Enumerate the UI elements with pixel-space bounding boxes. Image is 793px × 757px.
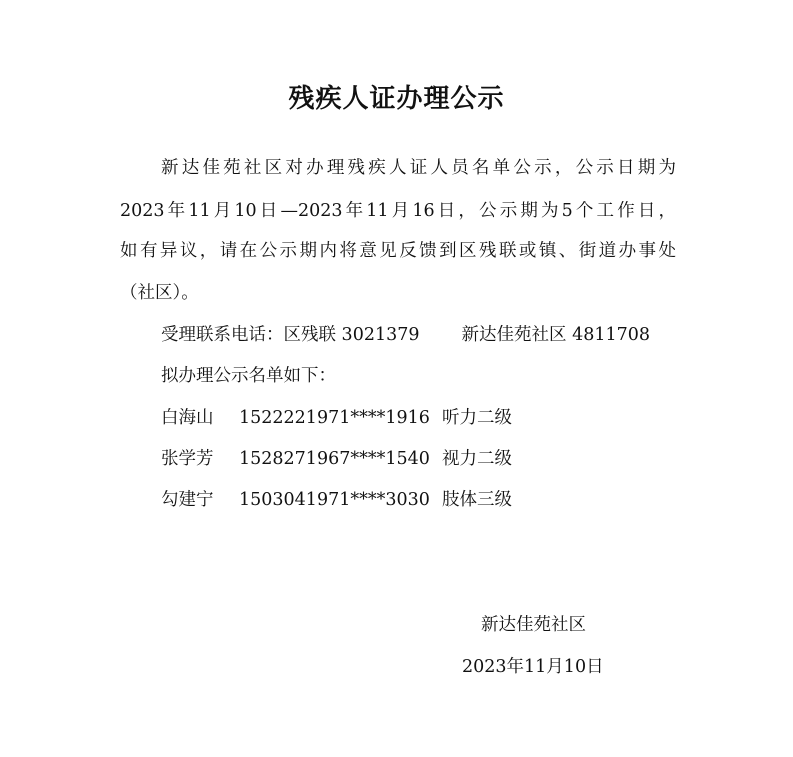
applicant-name: 张学芳 (161, 449, 214, 469)
list-item (161, 451, 512, 469)
paragraph-line-2: 2023年11月10日—2023年11月16日，公示期为5个工作日， (120, 201, 676, 221)
contact-community: 新达佳苑社区 4811708 (461, 325, 651, 345)
contact-district: 受理联系电话：区残联 3021379 (161, 325, 420, 345)
disability-level: 视力二级 (442, 449, 512, 469)
disability-level: 肢体三级 (442, 490, 512, 510)
applicant-name: 勾建宁 (161, 490, 214, 510)
page-title: 残疾人证办理公示 (288, 84, 505, 114)
list-intro: 拟办理公示名单如下： (161, 366, 336, 386)
applicant-id: 1503041971****3030 (239, 490, 430, 510)
paragraph-line-3: 如有异议，请在公示期内将意见反馈到区残联或镇、街道办事处 (120, 241, 676, 261)
list-item (161, 492, 512, 510)
list-item (161, 410, 512, 428)
signature-org: 新达佳苑社区 (481, 615, 586, 635)
contact-line (161, 327, 650, 345)
applicant-id: 1528271967****1540 (239, 449, 430, 469)
signature-date: 2023年11月10日 (462, 657, 604, 677)
applicant-name: 白海山 (161, 408, 214, 428)
paragraph-line-4: （社区）。 (120, 283, 199, 303)
applicant-id: 1522221971****1916 (239, 408, 430, 428)
disability-level: 听力二级 (442, 408, 512, 428)
paragraph-line-1: 新达佳苑社区对办理残疾人证人员名单公示，公示日期为 (161, 158, 676, 178)
